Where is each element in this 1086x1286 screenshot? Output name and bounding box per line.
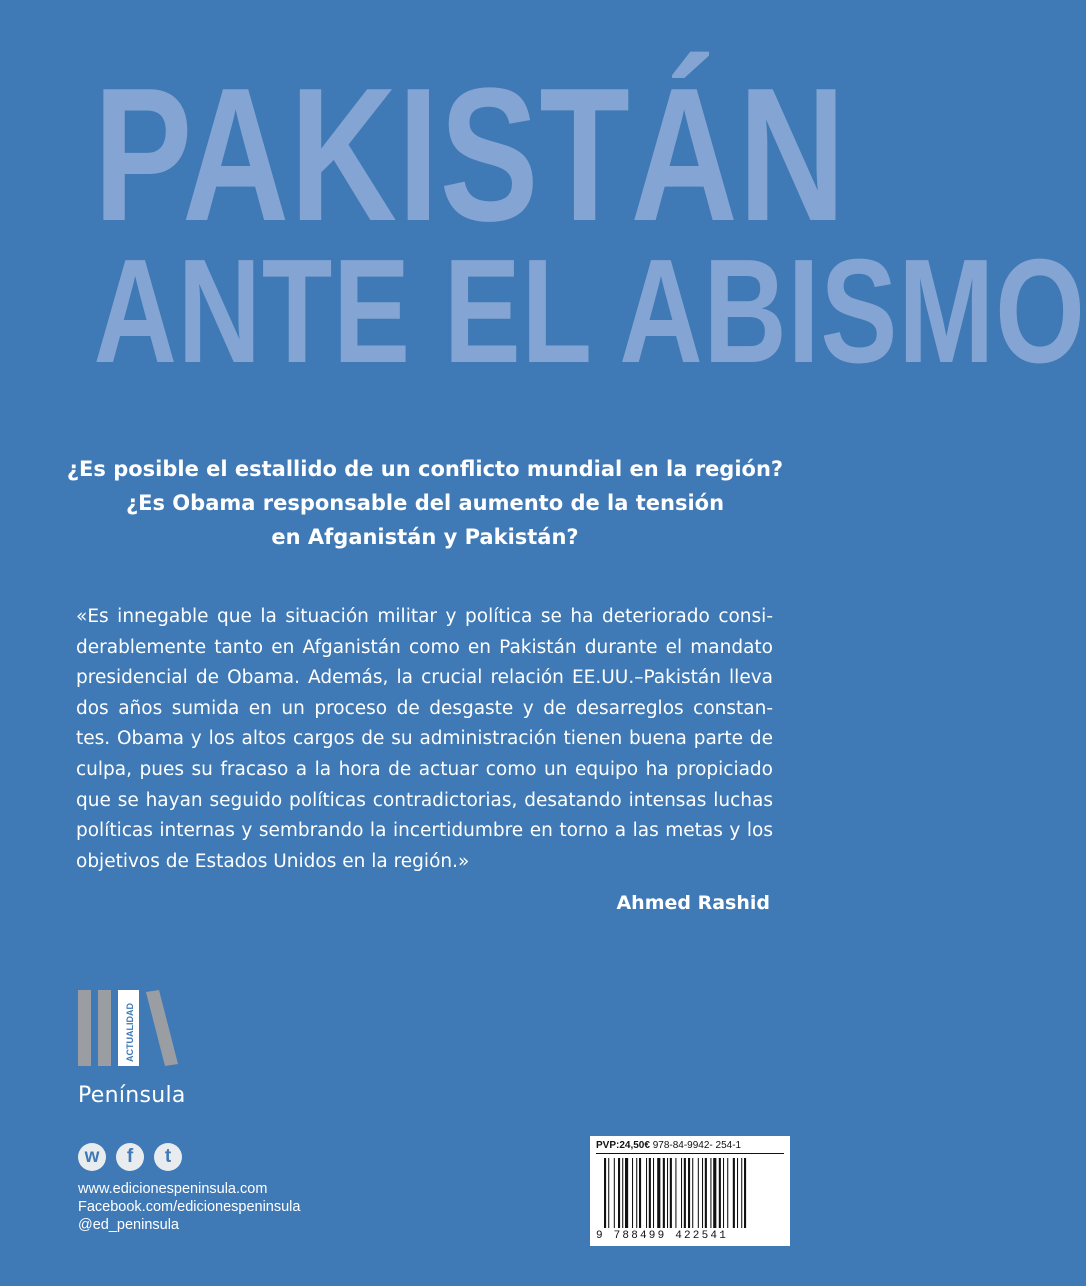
barcode-bars [604, 1158, 784, 1228]
barcode-bar [632, 1158, 633, 1228]
barcode-bar [670, 1158, 672, 1228]
website-link[interactable]: www.edicionespeninsula.com [78, 1181, 268, 1197]
barcode-bar [604, 1158, 606, 1228]
barcode-bar [684, 1158, 686, 1228]
barcode-header [596, 1140, 784, 1154]
actualidad-collection-logo [78, 990, 188, 1070]
price-label: PVP:24,50€ [596, 1140, 650, 1151]
barcode-bar [663, 1158, 665, 1228]
barcode-bar [727, 1158, 728, 1228]
title-line-1: PAKISTÁN [93, 49, 847, 261]
title-line-2: ANTE EL ABISMO [93, 229, 1086, 394]
quote-line: tes. Obama y los altos cargos de su administración tienen buena parte de [76, 728, 773, 750]
facebook-icon[interactable] [116, 1143, 144, 1171]
collection-label: ACTUALIDAD [125, 1003, 135, 1062]
barcode-bar [657, 1158, 660, 1228]
barcode-bar [636, 1158, 637, 1228]
barcode-bar [744, 1158, 746, 1228]
quote-line: «Es innegable que la situación militar y política se ha deteriorado consi- [76, 606, 773, 627]
twitter-icon[interactable] [154, 1143, 182, 1171]
barcode-bar [675, 1158, 676, 1228]
barcode-bar [646, 1158, 647, 1228]
logo-bar-4 [146, 990, 178, 1066]
barcode-bar [649, 1158, 651, 1228]
barcode-bar [608, 1158, 609, 1228]
quote-line: políticas internas y sembrando la incertidumbre en torno a las metas y los [76, 820, 773, 842]
author-name: Ahmed Rashid [616, 892, 770, 914]
barcode-bar [698, 1158, 699, 1228]
question-2: ¿Es Obama responsable del aumento de la tensión [125, 491, 725, 515]
barcode-bar [719, 1158, 721, 1228]
barcode-bar [733, 1158, 735, 1228]
quote-line: derablemente tanto en Afganistán como en Pakistán durante el mandato [76, 636, 773, 658]
facebook-link[interactable]: Facebook.com/edicionespeninsula [78, 1199, 301, 1215]
question-1: ¿Es posible el estallido de un conflicto mundial en la región? [66, 457, 784, 481]
barcode-digits: 9 788499 422541 [596, 1230, 729, 1242]
social-icons [78, 1143, 182, 1171]
barcode-bar [681, 1158, 682, 1228]
barcode-bar [639, 1158, 641, 1228]
barcode-bar [737, 1158, 738, 1228]
logo-bar-1 [78, 990, 91, 1066]
quote-line: objetivos de Estados Unidos en la región.» [76, 850, 470, 872]
logo-bar-2 [98, 990, 111, 1066]
isbn-label: 978-84-9942- 254-1 [652, 1140, 742, 1151]
quote-line: dos años sumida en un proceso de desgaste y de desarreglos constan- [76, 697, 773, 719]
barcode-bar [625, 1158, 628, 1228]
contact-links [78, 1180, 300, 1234]
barcode-bar [653, 1158, 654, 1228]
web-icon[interactable] [78, 1143, 106, 1171]
questions [40, 452, 810, 554]
twitter-icon-glyph: t [164, 1146, 172, 1167]
quote-line: presidencial de Obama. Además, la crucial relación EE.UU.–Pakistán lleva [76, 667, 773, 689]
facebook-icon-glyph: f [126, 1146, 134, 1167]
barcode-bar [702, 1158, 703, 1228]
web-icon-glyph: w [84, 1146, 100, 1167]
twitter-handle[interactable]: @ed_peninsula [78, 1217, 179, 1233]
question-3: en Afganistán y Pakistán? [271, 525, 579, 549]
publisher-name: Península [78, 1083, 186, 1108]
quote-line: culpa, pues su fracaso a la hora de actuar como un equipo ha propiciado [76, 758, 773, 780]
barcode-bar [614, 1158, 615, 1228]
barcode-bar [723, 1158, 724, 1228]
barcode-bar [667, 1158, 668, 1228]
quote-block [76, 602, 773, 877]
barcode-box [590, 1136, 790, 1246]
barcode-bar [618, 1158, 620, 1228]
barcode-bar [622, 1158, 623, 1228]
quote-line: que se hayan seguido políticas contradictorias, desatando intensas luchas [76, 789, 773, 811]
barcode-bar [741, 1158, 742, 1228]
barcode-bar [705, 1158, 707, 1228]
barcode-bar [713, 1158, 716, 1228]
barcode-bar [692, 1158, 693, 1228]
barcode-bar [710, 1158, 711, 1228]
barcode-bar [688, 1158, 690, 1228]
